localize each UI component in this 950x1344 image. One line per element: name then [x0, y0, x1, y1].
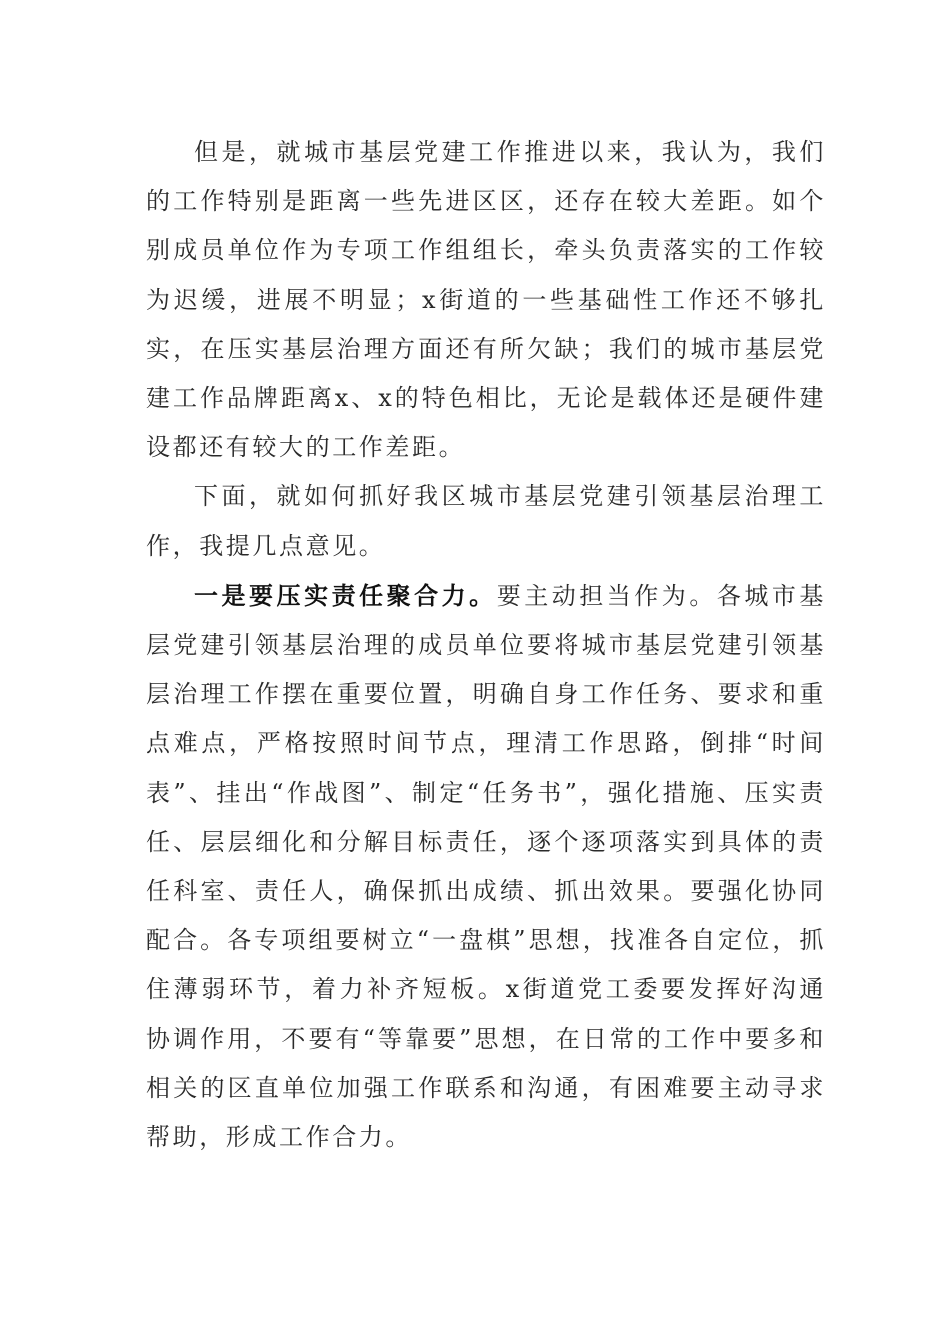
paragraph-text: 要主动担当作为。各城市基层党建引领基层治理的成员单位要将城市基层党建引领基层治理工作摆在重要位置，明确自身工作任务、要求和重点难点，严格按照时间节点，理清工作思路，倒排“时间表”、挂出“作战图”、制定“任务书”，强化措施、压实责任、层层细化和分解目标责任，逐个逐项落实到具体的责任科室、责任人，确保抓出成绩、抓出效果。要强化协同配合。各专项组要树立“一盘棋”思想，找准各自定位，抓住薄弱环节，着力补齐短板。x街道党工委要发挥好沟通协调作用，不要有“等靠要”思想，在日常的工作中要多和相关的区直单位加强工作联系和沟通，有困难要主动寻求帮助，形成工作合力。	[146, 581, 826, 1152]
paragraph-lead-heading: 一是要压实责任聚合力。	[194, 580, 497, 610]
paragraph-gap-assessment	[146, 128, 826, 472]
paragraph-text: 但是，就城市基层党建工作推进以来，我认为，我们的工作特别是距离一些先进区区，还存在较大差距。如个别成员单位作为专项工作组组长，牵头负责落实的工作较为迟缓，进展不明显；x街道的一些基础性工作还不够扎实，在压实基层治理方面还有所欠缺；我们的城市基层党建工作品牌距离x、x的特色相比，无论是载体还是硬件建设都还有较大的工作差距。	[146, 138, 826, 462]
paragraph-point-one	[146, 571, 826, 1162]
document-body	[146, 128, 826, 1162]
paragraph-transition	[146, 472, 826, 570]
paragraph-text: 下面，就如何抓好我区城市基层党建引领基层治理工作，我提几点意见。	[146, 482, 826, 560]
